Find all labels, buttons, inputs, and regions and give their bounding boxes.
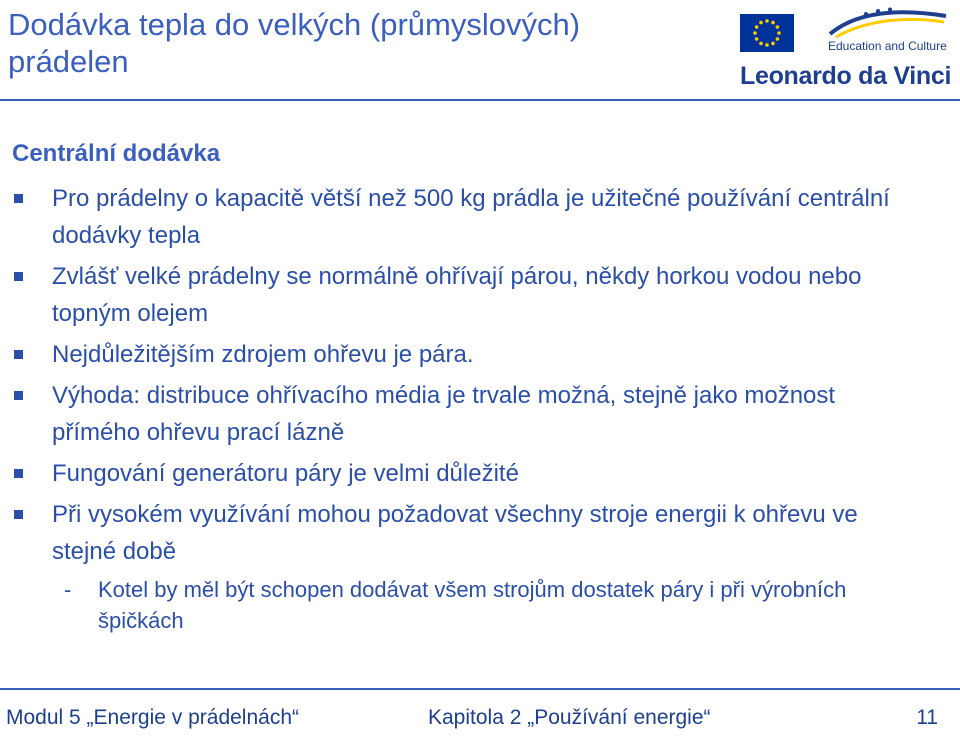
bullet-text: Při vysokém využívání mohou požadovat všechny stroje energii k ohřevu ve stejné době [52, 501, 858, 565]
leonardo-da-vinci-text: Leonardo da Vinci [740, 62, 952, 90]
footer-divider [0, 688, 960, 690]
square-bullet-icon [14, 350, 23, 359]
bullet-text: Výhoda: distribuce ohřívacího média je trvale možná, stejně jako možnost přímého ohřevu prací lázně [52, 382, 836, 446]
bullet-item [0, 496, 960, 570]
footer-module: Modul 5 „Energie v prádelnách“ [6, 706, 299, 729]
sub-bullet-text: Kotel by měl být schopen dodávat všem strojům dostatek páry i při výrobních špičkách [98, 577, 847, 633]
sub-bullet-item [0, 574, 960, 636]
dash-bullet: - [64, 577, 72, 602]
eu-flag-icon [740, 14, 794, 52]
education-culture-text: Education and Culture [828, 39, 947, 53]
bullet-text: Zvlášť velké prádelny se normálně ohřívají párou, někdy horkou vodou nebo topným olejem [52, 263, 862, 327]
square-bullet-icon [14, 510, 23, 519]
bullet-list [0, 180, 960, 636]
education-culture-logo-icon [826, 6, 950, 40]
bullet-text: Fungování generátoru páry je velmi důležité [52, 460, 519, 487]
square-bullet-icon [14, 272, 23, 281]
section-heading: Centrální dodávka [12, 140, 221, 167]
logo-area [740, 6, 955, 94]
bullet-item [0, 377, 960, 451]
header-divider [0, 99, 960, 101]
slide-title: Dodávka tepla do velkých (průmyslových) prádelen [8, 7, 581, 79]
footer [0, 702, 960, 736]
bullet-text: Pro prádelny o kapacitě větší než 500 kg prádla je užitečné používání centrální dodávky tepla [52, 185, 890, 249]
footer-chapter: Kapitola 2 „Používání energie“ [428, 706, 711, 729]
bullet-item [0, 455, 960, 492]
square-bullet-icon [14, 194, 23, 203]
bullet-item [0, 258, 960, 332]
bullet-text: Nejdůležitějším zdrojem ohřevu je pára. [52, 341, 474, 368]
bullet-item [0, 180, 960, 254]
square-bullet-icon [14, 391, 23, 400]
page-number: 11 [916, 706, 938, 729]
bullet-item [0, 336, 960, 373]
square-bullet-icon [14, 469, 23, 478]
